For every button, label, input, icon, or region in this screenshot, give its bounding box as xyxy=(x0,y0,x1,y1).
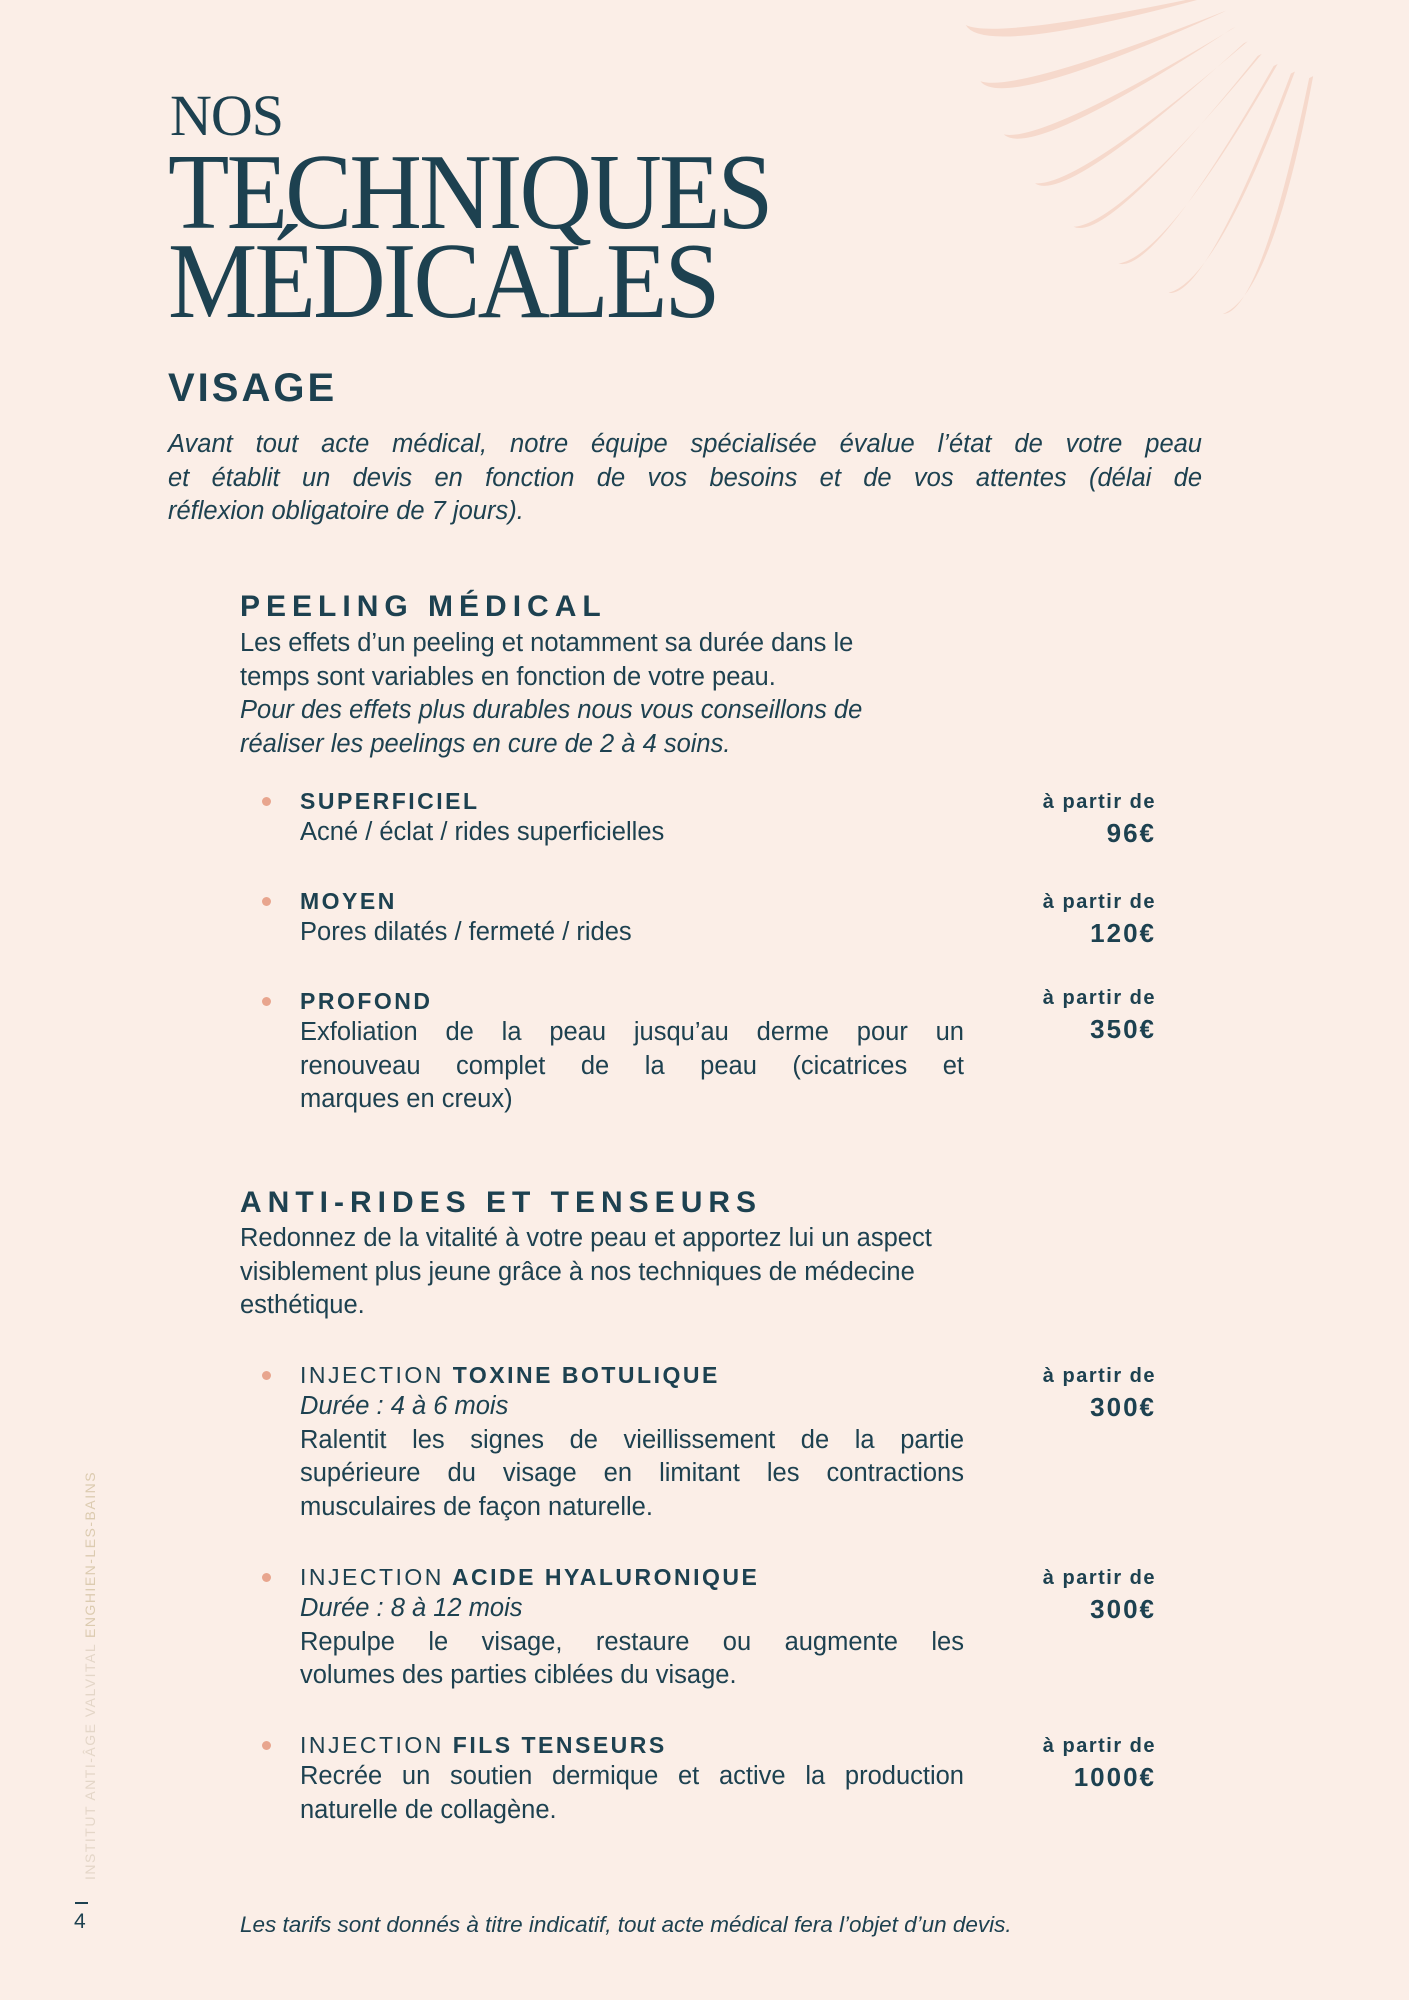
antirides-title: ANTI-RIDES ET TENSEURS xyxy=(240,1186,763,1219)
item-title: TOXINE BOTULIQUE xyxy=(452,1362,720,1388)
item-desc: naturelle de collagène. xyxy=(300,1795,557,1824)
item-desc: Exfoliation de la peau jusqu’au derme pour un xyxy=(300,1018,964,1046)
fan-petal xyxy=(1074,54,1262,228)
body-line: Pour des effets plus durables nous vous conseillons de xyxy=(240,696,863,724)
price xyxy=(1043,1732,1156,1794)
item-duration: Durée : 4 à 6 mois xyxy=(300,1392,509,1420)
section-title-visage: VISAGE xyxy=(168,366,338,410)
intro-line: Avant tout acte médical, notre équipe spécialisée évalue l’état de votre peau xyxy=(168,430,1202,458)
item-desc: Ralentit les signes de vieillissement de la partie xyxy=(300,1425,964,1454)
title-techniques: TECHNIQUES xyxy=(168,133,771,252)
item-prefix: INJECTION xyxy=(300,1564,444,1590)
body-line: temps sont variables en fonction de votre peau. xyxy=(240,662,776,691)
price-amount: 96€ xyxy=(1106,818,1156,848)
bullet-icon xyxy=(262,1573,271,1582)
price-from: à partir de xyxy=(1042,1735,1156,1757)
price-amount: 350€ xyxy=(1090,1014,1156,1044)
item-title: SUPERFICIEL xyxy=(300,788,480,814)
item-desc: supérieure du visage en limitant les contractions xyxy=(300,1459,964,1487)
item-desc: marques en creux) xyxy=(300,1085,513,1113)
section-intro xyxy=(168,428,1202,529)
item-title: FILS TENSEURS xyxy=(452,1732,667,1758)
fan-petal xyxy=(1004,27,1236,139)
price xyxy=(1043,984,1156,1046)
item-desc: musculaires de façon naturelle. xyxy=(300,1492,653,1521)
item-prefix: INJECTION xyxy=(300,1732,444,1758)
item-desc: renouveau complet de la peau (cicatrices et xyxy=(300,1051,964,1080)
item-duration: Durée : 8 à 12 mois xyxy=(300,1594,523,1622)
body-line: réaliser les peelings en cure de 2 à 4 soins. xyxy=(240,729,731,758)
price-from: à partir de xyxy=(1042,791,1156,813)
page-number-divider xyxy=(75,1902,88,1904)
item-desc: Repulpe le visage, restaure ou augmente les xyxy=(300,1627,964,1656)
fan-petal xyxy=(1118,64,1277,264)
peeling-title: PEELING MÉDICAL xyxy=(240,590,607,623)
title-nos: NOS xyxy=(170,83,284,148)
footer-note: Les tarifs sont donnés à titre indicatif, tout acte médical fera l’objet d’un devis. xyxy=(240,1912,1012,1937)
body-line: visiblement plus jeune grâce à nos techniques de médecine xyxy=(240,1257,915,1286)
side-label-institut: INSTITUT ANTI-ÂGE VALVITAL xyxy=(82,1643,98,1880)
price-amount: 300€ xyxy=(1090,1392,1156,1422)
body-line: Redonnez de la vitalité à votre peau et apportez lui un aspect xyxy=(240,1224,932,1252)
price xyxy=(1043,888,1156,950)
bullet-icon xyxy=(262,997,271,1006)
fan-petal xyxy=(1169,71,1295,293)
price-amount: 1000€ xyxy=(1073,1762,1156,1792)
fan-petal xyxy=(1223,76,1314,314)
item-prefix: INJECTION xyxy=(300,1362,444,1388)
item-title: ACIDE HYALURONIQUE xyxy=(451,1564,760,1590)
intro-line: et établit un devis en fonction de vos besoins et de vos attentes (délai de xyxy=(168,463,1202,492)
price-from: à partir de xyxy=(1042,987,1156,1009)
page-number: 4 xyxy=(74,1910,86,1933)
item-desc: Acné / éclat / rides superficielles xyxy=(300,818,665,846)
side-label xyxy=(82,1471,98,1880)
bullet-icon xyxy=(262,1371,271,1380)
price-amount: 120€ xyxy=(1090,918,1156,948)
intro-line: réflexion obligatoire de 7 jours). xyxy=(168,497,524,525)
bullet-icon xyxy=(262,797,271,806)
peeling-description xyxy=(240,627,1040,761)
price xyxy=(1043,1362,1156,1424)
item-title: MOYEN xyxy=(300,888,397,914)
item-desc: Recrée un soutien dermique et active la production xyxy=(300,1762,964,1790)
fan-petal xyxy=(966,0,1219,37)
item-title: PROFOND xyxy=(300,988,433,1014)
bullet-icon xyxy=(262,897,271,906)
price-from: à partir de xyxy=(1042,1365,1156,1387)
fan-petal xyxy=(1035,41,1248,185)
fan-petal xyxy=(980,11,1226,89)
price-amount: 300€ xyxy=(1090,1594,1156,1624)
antirides-description xyxy=(240,1222,1120,1323)
bullet-icon xyxy=(262,1741,271,1750)
side-label-location: ENGHIEN-LES-BAINS xyxy=(82,1470,98,1639)
price-from: à partir de xyxy=(1042,1567,1156,1589)
body-line: Les effets d’un peeling et notamment sa durée dans le xyxy=(240,629,854,657)
price xyxy=(1043,788,1156,850)
body-line: esthétique. xyxy=(240,1291,365,1319)
item-desc: volumes des parties ciblées du visage. xyxy=(300,1661,737,1689)
title-medicales: MÉDICALES xyxy=(168,222,718,341)
item-desc: Pores dilatés / fermeté / rides xyxy=(300,918,632,946)
price xyxy=(1043,1564,1156,1626)
price-from: à partir de xyxy=(1042,891,1156,913)
